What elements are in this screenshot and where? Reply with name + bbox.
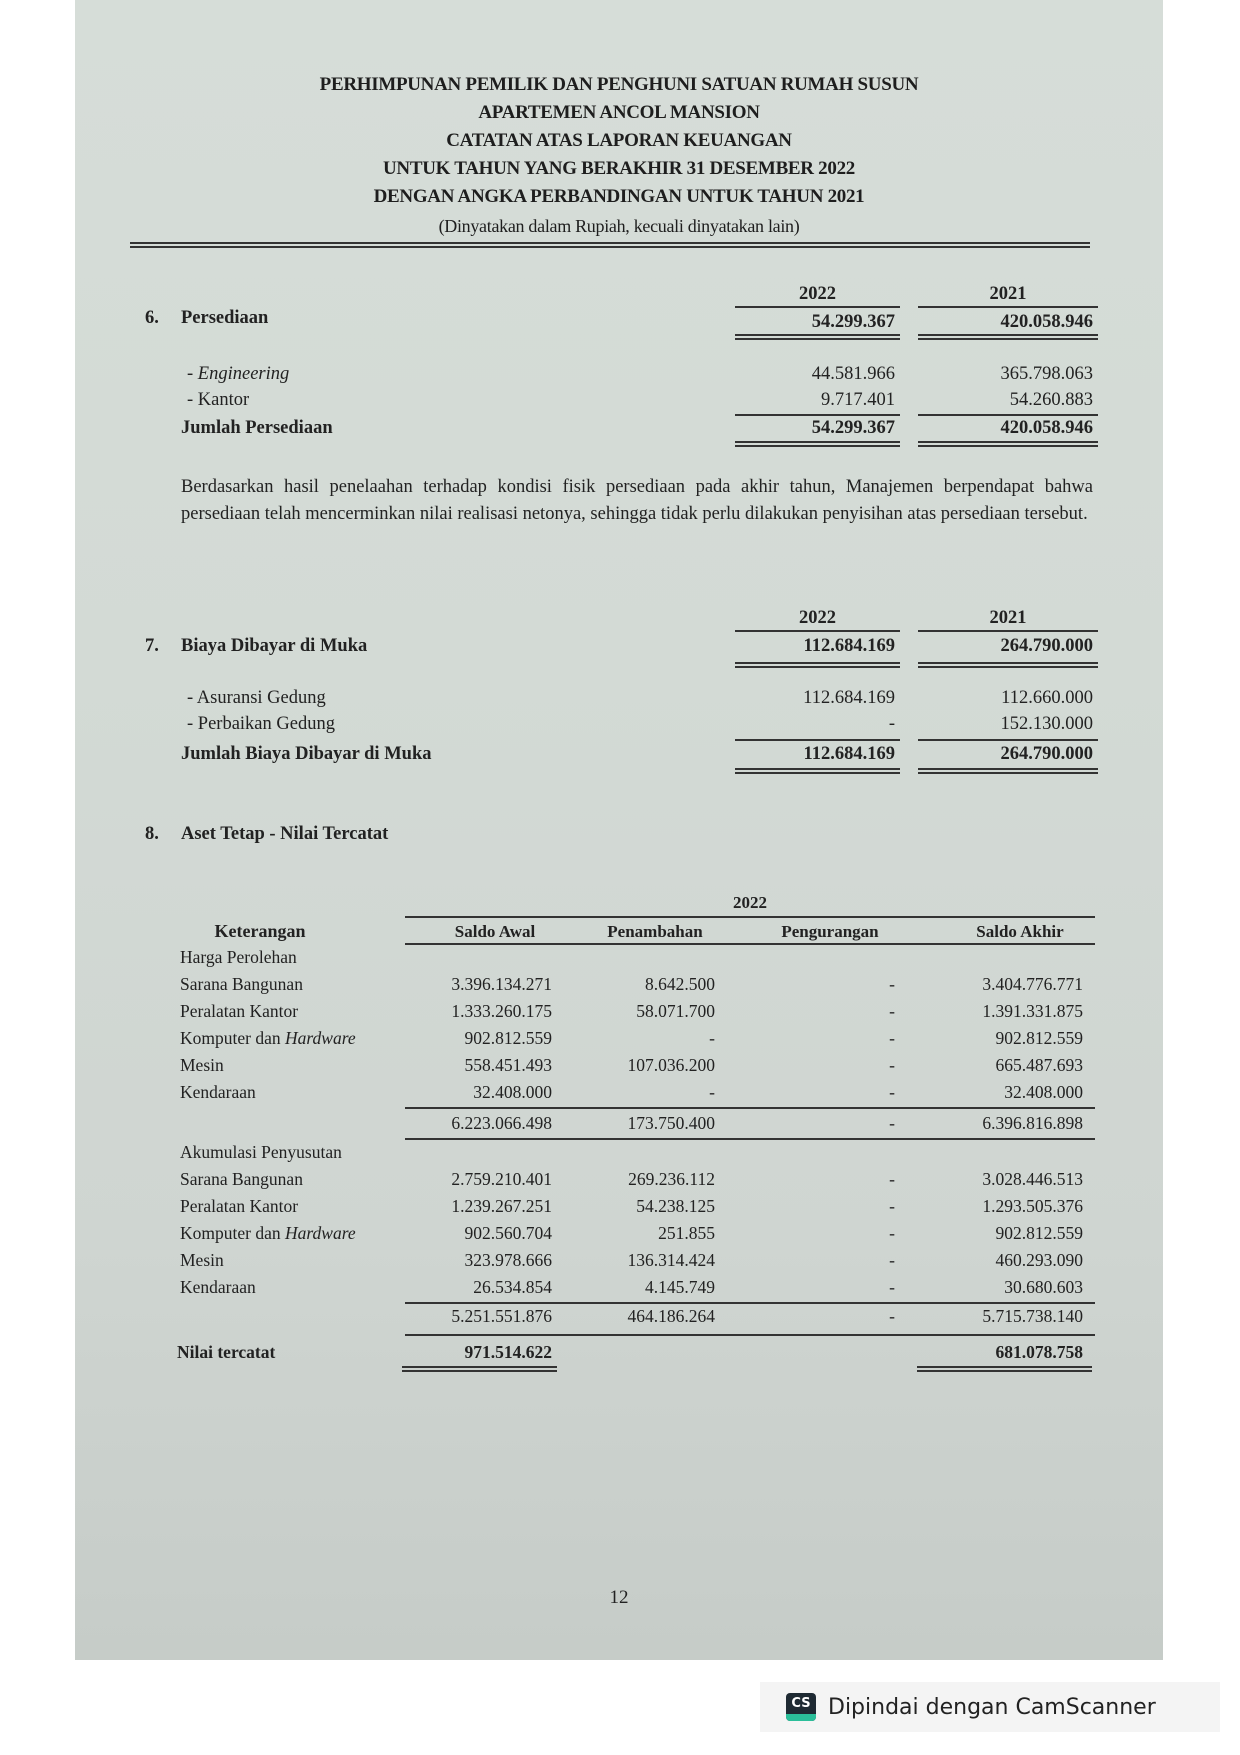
org-title: PERHIMPUNAN PEMILIK DAN PENGHUNI SATUAN RUMAH SUSUN xyxy=(319,74,919,95)
s7-sum-2022: 112.684.169 xyxy=(803,744,895,764)
saldo-awal: 6.223.066.498 xyxy=(451,1113,552,1133)
s7-double-rule xyxy=(735,662,900,668)
s8-number: 8. xyxy=(145,824,159,844)
s6-item-engineering: - Engineering xyxy=(187,364,290,384)
s8-header-rule-bottom xyxy=(405,943,1095,945)
s7-number: 7. xyxy=(145,636,159,656)
row-label: Kendaraan xyxy=(180,1277,256,1297)
pengurangan: - xyxy=(889,1082,895,1102)
pengurangan: - xyxy=(889,1306,895,1326)
s6-kantor-2022: 9.717.401 xyxy=(821,390,895,410)
penambahan: 251.855 xyxy=(658,1223,715,1243)
s6-year-2022: 2022 xyxy=(799,284,836,304)
s8-cost-total-rule xyxy=(405,1138,1095,1140)
s8-col-saldo-awal: Saldo Awal xyxy=(454,922,536,941)
s6-note-paragraph: Berdasarkan hasil penelaahan terhadap kondisi fisik persediaan pada akhir tahun, Manajemen berpendapat bahwa persediaan telah mencerminkan nilai realisasi netonya, sehingga tidak perlu dilakukan penyisihan atas persediaan tersebut. xyxy=(181,477,1093,524)
s6-double-rule xyxy=(735,334,900,340)
saldo-akhir: 665.487.693 xyxy=(995,1055,1083,1075)
s8-header-rule-top xyxy=(405,916,1095,918)
s7-total-2022: 112.684.169 xyxy=(803,636,895,656)
penambahan: 464.186.264 xyxy=(627,1306,715,1326)
s7-year-2021: 2021 xyxy=(989,608,1027,628)
saldo-awal: 3.396.134.271 xyxy=(451,974,552,994)
logo-text: CS xyxy=(791,1696,811,1711)
pengurangan: - xyxy=(889,1113,895,1133)
saldo-awal: 902.560.704 xyxy=(464,1223,552,1243)
saldo-awal: 32.408.000 xyxy=(473,1082,552,1102)
s8-dep-subtotal-rule xyxy=(405,1302,1095,1304)
saldo-akhir: 1.391.331.875 xyxy=(982,1001,1083,1021)
penambahan: 136.314.424 xyxy=(627,1250,715,1270)
watermark-text: Dipindai dengan CamScanner xyxy=(828,1694,1156,1720)
s8-col-penambahan: Penambahan xyxy=(607,922,703,941)
pengurangan: - xyxy=(889,1028,895,1048)
s7-year-2022: 2022 xyxy=(799,608,836,628)
saldo-awal: 5.251.551.876 xyxy=(451,1306,552,1326)
comparison-title: DENGAN ANGKA PERBANDINGAN UNTUK TAHUN 2021 xyxy=(373,186,865,207)
saldo-akhir: 1.293.505.376 xyxy=(982,1196,1083,1216)
s6-engineering-2021: 365.798.063 xyxy=(1000,364,1093,384)
pengurangan: - xyxy=(889,1223,895,1243)
s8-net-double-rule xyxy=(402,1366,557,1372)
row-label: Peralatan Kantor xyxy=(180,1001,299,1021)
penambahan: - xyxy=(709,1028,715,1048)
s7-item-asuransi: - Asuransi Gedung xyxy=(187,688,326,708)
s8-net-double-rule xyxy=(917,1366,1092,1372)
saldo-awal: 26.534.854 xyxy=(473,1277,552,1297)
s7-sum-rule xyxy=(918,739,1098,741)
report-title: CATATAN ATAS LAPORAN KEUANGAN xyxy=(446,130,792,151)
s8-year: 2022 xyxy=(733,893,767,912)
s7-double-rule xyxy=(735,768,900,774)
page-number: 12 xyxy=(609,1587,629,1608)
penambahan: - xyxy=(709,1082,715,1102)
currency-note: (Dinyatakan dalam Rupiah, kecuali dinyatakan lain) xyxy=(438,216,800,236)
row-label: Mesin xyxy=(180,1250,224,1270)
row-label: Komputer dan Hardware xyxy=(180,1223,356,1243)
s7-title: Biaya Dibayar di Muka xyxy=(181,636,368,656)
s8-net-akhir: 681.078.758 xyxy=(995,1342,1083,1362)
row-label: Komputer dan Hardware xyxy=(180,1028,356,1048)
penambahan: 8.642.500 xyxy=(645,974,715,994)
s6-sum-label: Jumlah Persediaan xyxy=(181,418,333,438)
saldo-akhir: 6.396.816.898 xyxy=(982,1113,1083,1133)
s7-perbaikan-2022: - xyxy=(888,714,895,734)
s6-rule xyxy=(918,306,1098,308)
row-label: Mesin xyxy=(180,1055,224,1075)
s7-rule xyxy=(735,630,900,632)
s8-dep-total-rule xyxy=(405,1334,1095,1336)
scanned-page xyxy=(75,0,1163,1660)
s6-sum-rule xyxy=(735,414,900,416)
s8-group-akumulasi-penyusutan: Akumulasi Penyusutan xyxy=(180,1142,342,1162)
s6-sum-rule xyxy=(918,414,1098,416)
saldo-awal: 2.759.210.401 xyxy=(451,1169,552,1189)
s6-total-2021: 420.058.946 xyxy=(1000,312,1093,332)
s6-double-rule xyxy=(918,334,1098,340)
s6-total-2022: 54.299.367 xyxy=(811,312,895,332)
penambahan: 107.036.200 xyxy=(627,1055,715,1075)
camscanner-watermark xyxy=(760,1682,1220,1732)
s6-rule xyxy=(735,306,900,308)
s7-rule xyxy=(918,630,1098,632)
penambahan: 58.071.700 xyxy=(636,1001,715,1021)
penambahan: 54.238.125 xyxy=(636,1196,715,1216)
saldo-akhir: 32.408.000 xyxy=(1004,1082,1083,1102)
s8-col-saldo-akhir: Saldo Akhir xyxy=(976,922,1064,941)
row-label: Peralatan Kantor xyxy=(180,1196,299,1216)
penambahan: 4.145.749 xyxy=(645,1277,715,1297)
header-rule xyxy=(130,242,1090,248)
s7-item-perbaikan: - Perbaikan Gedung xyxy=(187,714,335,734)
pengurangan: - xyxy=(889,1196,895,1216)
s6-sum-2022: 54.299.367 xyxy=(811,418,895,438)
saldo-awal: 323.978.666 xyxy=(464,1250,552,1270)
s7-sum-rule xyxy=(735,739,900,741)
saldo-awal: 558.451.493 xyxy=(464,1055,552,1075)
pengurangan: - xyxy=(889,1055,895,1075)
pengurangan: - xyxy=(889,1277,895,1297)
s7-double-rule xyxy=(918,768,1098,774)
saldo-akhir: 460.293.090 xyxy=(995,1250,1083,1270)
saldo-akhir: 902.812.559 xyxy=(995,1223,1083,1243)
s8-col-keterangan: Keterangan xyxy=(214,921,306,941)
saldo-akhir: 3.028.446.513 xyxy=(982,1169,1083,1189)
penambahan: 173.750.400 xyxy=(627,1113,715,1133)
camscanner-logo-icon xyxy=(786,1693,816,1721)
s6-kantor-2021: 54.260.883 xyxy=(1009,390,1093,410)
saldo-awal: 1.239.267.251 xyxy=(451,1196,552,1216)
row-label: Sarana Bangunan xyxy=(180,1169,303,1189)
s8-col-pengurangan: Pengurangan xyxy=(781,922,879,941)
s8-title: Aset Tetap - Nilai Tercatat xyxy=(181,824,389,844)
s6-double-rule xyxy=(918,441,1098,447)
saldo-akhir: 5.715.738.140 xyxy=(982,1306,1083,1326)
row-label: Kendaraan xyxy=(180,1082,256,1102)
s8-net-awal: 971.514.622 xyxy=(464,1342,552,1362)
s8-net-label: Nilai tercatat xyxy=(177,1342,276,1362)
s7-perbaikan-2021: 152.130.000 xyxy=(1000,714,1093,734)
s7-asuransi-2021: 112.660.000 xyxy=(1001,688,1093,708)
pengurangan: - xyxy=(889,1169,895,1189)
s6-number: 6. xyxy=(145,308,159,328)
s6-item-kantor: - Kantor xyxy=(187,390,250,410)
saldo-awal: 902.812.559 xyxy=(464,1028,552,1048)
s6-title: Persediaan xyxy=(181,308,269,328)
row-label: Sarana Bangunan xyxy=(180,974,303,994)
s6-sum-2021: 420.058.946 xyxy=(1000,418,1093,438)
s8-cost-subtotal-rule xyxy=(405,1107,1095,1109)
pengurangan: - xyxy=(889,1001,895,1021)
saldo-akhir: 30.680.603 xyxy=(1004,1277,1083,1297)
penambahan: 269.236.112 xyxy=(628,1169,715,1189)
saldo-akhir: 3.404.776.771 xyxy=(982,974,1083,994)
s6-double-rule xyxy=(735,441,900,447)
saldo-akhir: 902.812.559 xyxy=(995,1028,1083,1048)
period-title: UNTUK TAHUN YANG BERAKHIR 31 DESEMBER 2022 xyxy=(383,158,855,179)
s6-engineering-2022: 44.581.966 xyxy=(811,364,895,384)
apartment-title: APARTEMEN ANCOL MANSION xyxy=(478,102,760,123)
s7-sum-label: Jumlah Biaya Dibayar di Muka xyxy=(181,744,432,764)
s7-sum-2021: 264.790.000 xyxy=(1000,744,1093,764)
pengurangan: - xyxy=(889,974,895,994)
s6-year-2021: 2021 xyxy=(989,284,1027,304)
saldo-awal: 1.333.260.175 xyxy=(451,1001,552,1021)
pengurangan: - xyxy=(889,1250,895,1270)
s7-total-2021: 264.790.000 xyxy=(1000,636,1093,656)
s7-double-rule xyxy=(918,662,1098,668)
s8-group-harga-perolehan: Harga Perolehan xyxy=(180,947,297,967)
s7-asuransi-2022: 112.684.169 xyxy=(803,688,895,708)
